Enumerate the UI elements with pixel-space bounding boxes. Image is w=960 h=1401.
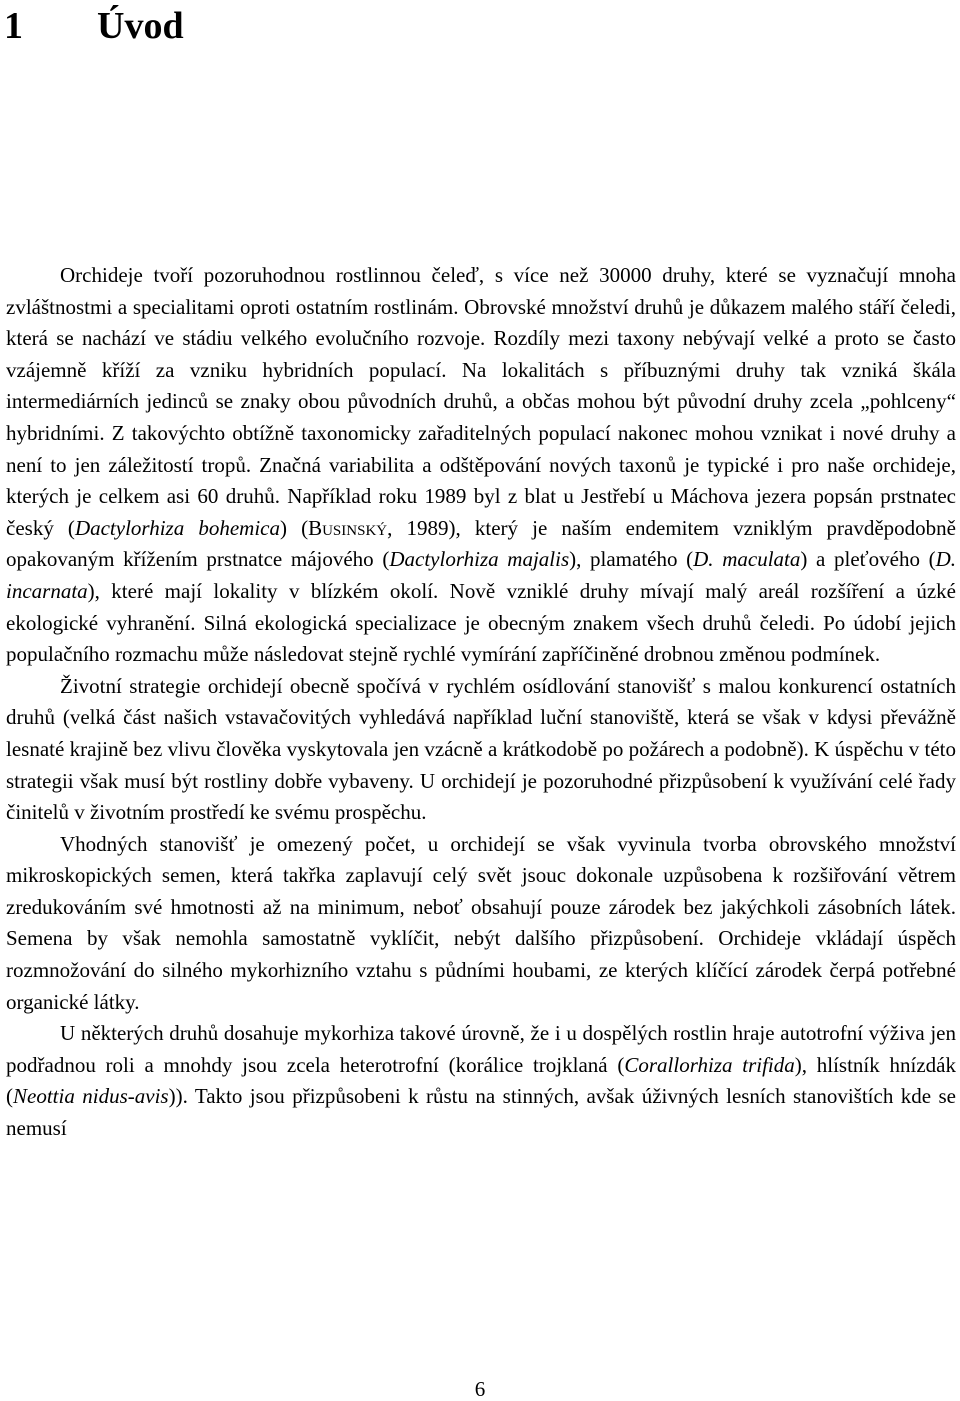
paragraph-heterotrophy: U některých druhů dosahuje mykorhiza takové úrovně, že i u dospělých rostlin hraje autotrofní výživa jen podřadnou roli a mnohdy jsou zcela heterotrofní (korálice trojklaná (Corallorhiza trifida), hlístník hnízdák (Neottia nidus-avis)). Takto jsou přizpůsobeni k růstu na stinných, avšak úživných lesních stanovištích kde se nemusí	[6, 1021, 956, 1141]
chapter-heading	[4, 2, 184, 50]
paragraph-orchid-intro: Orchideje tvoří pozoruhodnou rostlinnou čeleď, s více než 30000 druhy, které se vyznačují mnoha zvláštnostmi a specialitami oproti ostatním rostlinám. Obrovské množství druhů je důkazem malého stáří čeledi, která se nachází ve stádiu velkého evolučního rozvoje. Rozdíly mezi taxony nebývají velké a proto se často vzájemně kříží za vzniku hybridních populací. Na lokalitách s příbuznými druhy tak vzniká škála intermediárních jedinců se znaky obou původních druhů, a občas mohou být původní druhy zcela „pohlceny“ hybridními. Z takovýchto obtížně taxonomicky zařaditelných populací nakonec mohou vznikat i nové druhy a není to jen záležitostí tropů. Značná variabilita a odštěpování nových taxonů je typické i pro naše orchideje, kterých je celkem asi 60 druhů. Například roku 1989 byl z blat u Jestřebí u Máchova jezera popsán prstnatec český (Dactylorhiza bohemica) (Businský, 1989), který je naším endemitem vzniklým pravděpodobně opakovaným křížením prstnatce májového (Dactylorhiza majalis), plamatého (D. maculata) a pleťového (D. incarnata), které mají lokality v blízkém okolí. Nově vzniklé druhy mívají malý areál rozšíření a úzké ekologické vyhranění. Silná ekologická specializace je obecným znakem všech druhů čeledi. Po údobí jejich populačního rozmachu může následovat stejně rychlé vymírání zapříčiněné drobnou změnou podmínek.	[6, 263, 957, 667]
taxon-name: Neottia nidus-avis	[13, 1084, 169, 1109]
taxon-name: D. maculata	[693, 547, 801, 572]
body-text	[6, 260, 956, 1145]
paragraph-seeds-mycorrhiza: Vhodných stanovišť je omezený počet, u orchidejí se však vyvinula tvorba obrovského množství mikroskopických semen, která takřka zaplavují celý svět jsouc dokonale uzpůsobena k rozšiřování větrem zredukováním své hmotnosti až na minimum, neboť obsahují pouze zárodek bez jakýchkoli zásobních látek. Semena by však nemohla samostatně vyklíčit, nebýt dalšího přizpůsobení. Orchideje vkládají úspěch rozmnožování do silného mykorhizního vztahu s půdními houbami, ze kterých klíčící zárodek čerpá potřebné organické látky.	[6, 831, 956, 1014]
paragraph-life-strategy: Životní strategie orchidejí obecně spočívá v rychlém osídlování stanovišť s malou konkurencí ostatních druhů (velká část našich vstavačovitých vyhledává například luční stanoviště, která se však v kdysi převážně lesnaté krajině bez vlivu člověka vyskytovala jen vzácně a krátkodobě po požárech a podobně). K úspěchu v této strategii však musí být rostliny dobře vybaveny. U orchidejí je pozoruhodné přizpůsobení k využívání celé řady činitelů v životním prostředí ke svému prospěchu.	[6, 673, 956, 825]
page-number: 6	[474, 1377, 486, 1401]
chapter-title: Úvod	[97, 5, 184, 47]
taxon-name: D. incarnata	[6, 547, 957, 603]
taxon-name: Dactylorhiza bohemica	[74, 515, 280, 540]
taxon-name: Corallorhiza trifida	[624, 1052, 795, 1077]
citation-author: Businský	[308, 515, 388, 540]
taxon-name: Dactylorhiza majalis	[389, 547, 570, 572]
chapter-number: 1	[4, 5, 23, 47]
